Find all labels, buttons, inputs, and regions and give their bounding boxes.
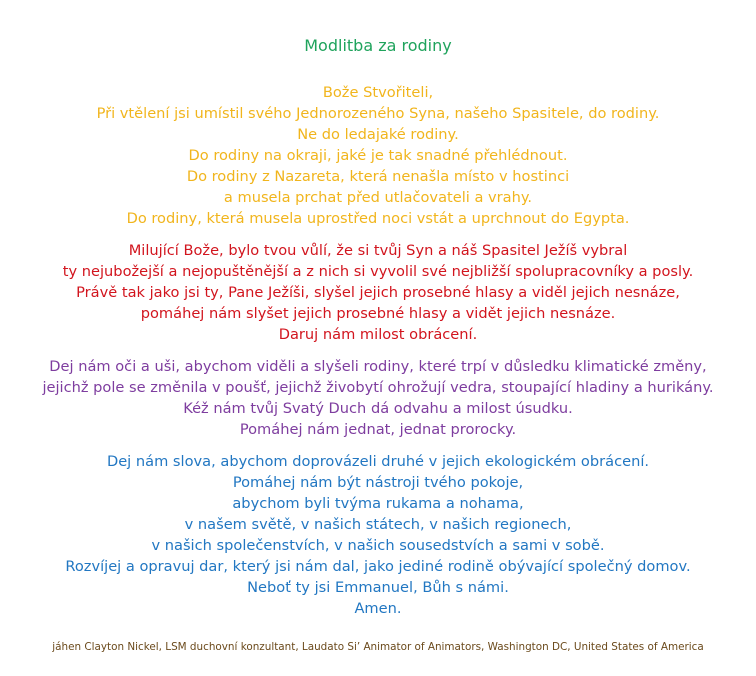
stanza-1 [0,82,756,229]
stanza-line: ty nejubožejší a nejopuštěnější a z nich si vyvolil své nejbližší spolupracovníky a posly. [62,263,694,280]
stanza-4 [0,451,756,619]
stanza-line: Daruj nám milost obrácení. [278,326,478,343]
stanza-line: Do rodiny z Nazareta, která nenašla místo v hostinci [186,168,570,185]
stanza-2 [0,240,756,345]
stanza-line: Do rodiny na okraji, jaké je tak snadné přehlédnout. [188,147,568,164]
stanza-line: Do rodiny, která musela uprostřed noci vstát a uprchnout do Egypta. [126,210,630,227]
stanza-line: Bože Stvořiteli, [322,84,434,101]
stanza-line: Kéž nám tvůj Svatý Duch dá odvahu a milost úsudku. [183,400,573,417]
stanza-line: Ne do ledajaké rodiny. [297,126,459,143]
stanza-line: Milující Bože, bylo tvou vůlí, že si tvůj Syn a náš Spasitel Ježíš vybral [128,242,628,259]
stanza-line: jejichž pole se změnila v poušť, jejichž živobytí ohrožují vedra, stoupající hladiny a hurikány. [42,379,714,396]
stanza-line: a musela prchat před utlačovateli a vrahy. [223,189,533,206]
stanza-line: abychom byli tvýma rukama a nohama, [232,495,524,512]
stanza-line: Dej nám slova, abychom doprovázeli druhé v jejich ekologickém obrácení. [106,453,650,470]
page-title: Modlitba za rodiny [304,36,452,55]
stanza-line: v našem světě, v našich státech, v našich regionech, [184,516,572,533]
stanza-line: Právě tak jako jsi ty, Pane Ježíši, slyšel jejich prosebné hlasy a viděl jejich nesnáze, [76,284,680,301]
stanza-line: Pomáhej nám být nástroji tvého pokoje, [232,474,524,491]
stanza-line: Pomáhej nám jednat, jednat prorocky. [239,421,517,438]
stanza-3 [0,356,756,440]
stanza-line: Při vtělení jsi umístil svého Jednorozeného Syna, našeho Spasitele, do rodiny. [96,105,660,122]
stanza-line: Neboť ty jsi Emmanuel, Bůh s námi. [247,579,509,596]
stanza-line: Dej nám oči a uši, abychom viděli a slyšeli rodiny, které trpí v důsledku klimatické změny, [49,358,707,375]
stanza-line: Amen. [354,600,402,617]
stanza-line: Rozvíjej a opravuj dar, který jsi nám dal, jako jediné rodině obývající společný domov. [65,558,691,575]
stanza-line: pomáhej nám slyšet jejich prosebné hlasy a vidět jejich nesnáze. [140,305,616,322]
author-credit: jáhen Clayton Nickel, LSM duchovní konzultant, Laudato Si’ Animator of Animators, Washington DC, United States of America [52,641,704,653]
stanza-line: v našich společenstvích, v našich sousedstvích a sami v sobě. [151,537,605,554]
